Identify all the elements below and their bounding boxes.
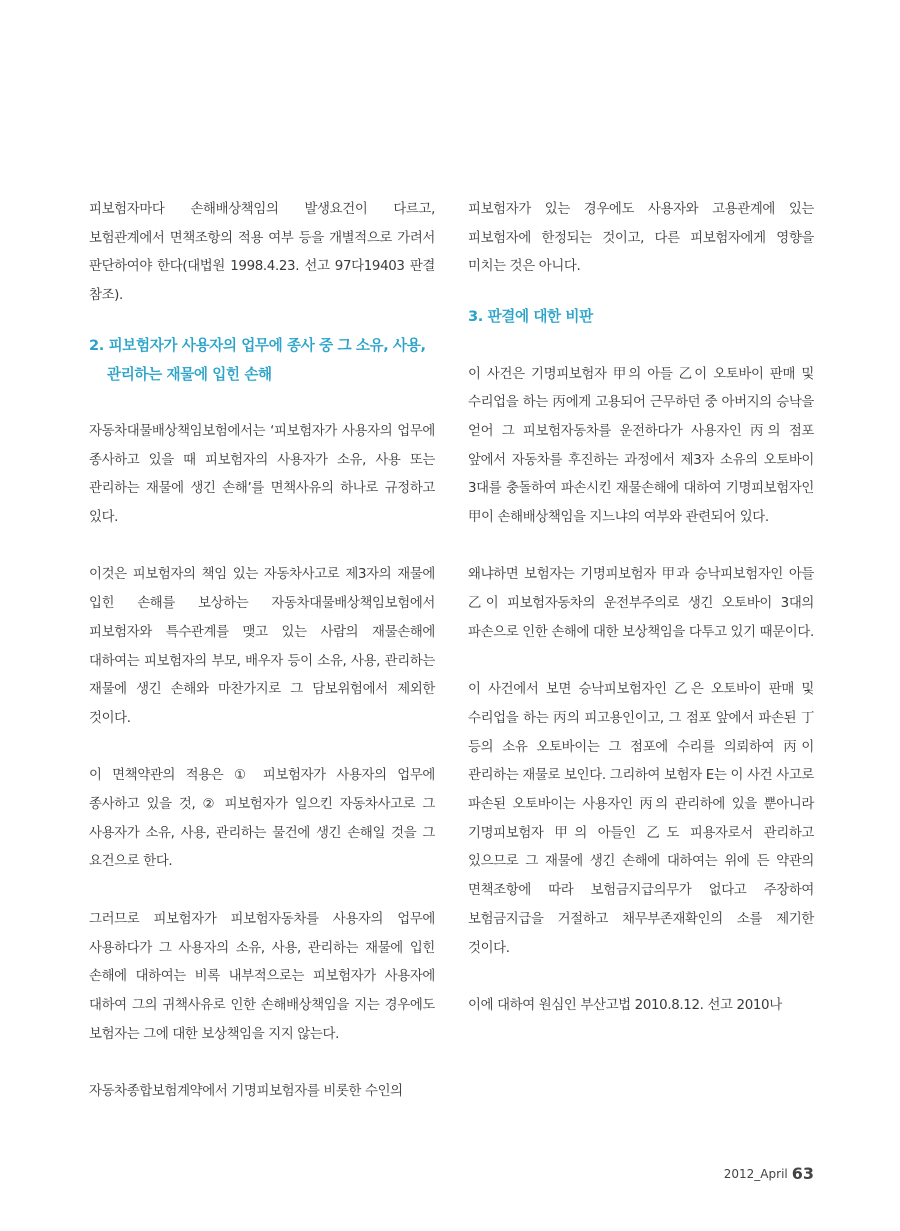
paragraph: 그러므로 피보험자가 피보험자동차를 사용자의 업무에 사용하다가 그 사용자의 소유, 사용, 관리하는 재물에 입힌 손해에 대하여는 비록 내부적으로는 피보험자가 사용자에 대하여 그의 귀책사유로 인한 손해배상책임을 지는 경우에도 보험자는 그에 대한 보상책임을 지지 않는다. [89, 911, 435, 1042]
section-heading-2: 2. 피보험자가 사용자의 업무에 종사 중 그 소유, 사용, 관리하는 재물에 입힌 손해 [89, 336, 426, 383]
page-footer [724, 1164, 814, 1183]
paragraph: 이 사건에서 보면 승낙피보험자인 乙은 오토바이 판매 및 수리업을 하는 丙의 피고용인이고, 그 점포 앞에서 파손된 丁 등의 소유 오토바이는 그 점포에 수리를 의뢰하여 丙이 관리하는 재물로 보인다. 그리하여 보험자 E는 이 사건 사고로 파손된 오토바이는 사용자인 丙의 관리하에 있을 뿐아니라 기명피보험자 甲의 아들인 乙도 피용자로서 관리하고 있으므로 그 재물에 생긴 손해에 대하여는 위에 든 약관의 면책조항에 따라 보험금지급의무가 없다고 주장하여 보험금지급을 거절하고 채무부존재확인의 소를 제기한 것이다. [468, 682, 814, 956]
paragraph: 이것은 피보험자의 책임 있는 자동차사고로 제3자의 재물에 입힌 손해를 보상하는 자동차대물배상책임보험에서 피보험자와 특수관계를 맺고 있는 사람의 재물손해에 대하여는 피보험자의 부모, 배우자 등이 소유, 사용, 관리하는 재물에 생긴 손해와 마찬가지로 그 담보위험에서 제외한 것이다. [89, 567, 435, 726]
paragraph: 자동차종합보험계약에서 기명피보험자를 비롯한 수인의 [89, 1084, 403, 1100]
paragraph: 왜냐하면 보험자는 기명피보험자 甲과 승낙피보험자인 아들 乙이 피보험자동차의 운전부주의로 생긴 오토바이 3대의 파손으로 인한 손해에 대한 보상책임을 다투고 있기 때문이다. [468, 567, 814, 640]
paragraph: 자동차대물배상책임보험에서는 ‘피보험자가 사용자의 업무에 종사하고 있을 때 피보험자의 사용자가 소유, 사용 또는 관리하는 재물에 생긴 손해’를 면책사유의 하나로 규정하고 있다. [89, 423, 435, 526]
paragraph: 이에 대하여 원심인 부산고법 2010.8.12. 선고 2010나 [468, 997, 782, 1013]
left-column [89, 196, 435, 1107]
paragraph: 피보험자마다 손해배상책임의 발생요건이 다르고, 보험관계에서 면책조항의 적용 여부 등을 개별적으로 가려서 판단하여야 한다(대법원 1998.4.23. 선고 97다19403 판결 참조). [89, 202, 435, 304]
paragraph: 피보험자가 있는 경우에도 사용자와 고용관계에 있는 피보험자에 한정되는 것이고, 다른 피보험자에게 영향을 미치는 것은 아니다. [468, 202, 814, 275]
section-heading-3: 3. 판결에 대한 비판 [468, 308, 593, 326]
page-number: 63 [791, 1164, 814, 1183]
paragraph: 이 사건은 기명피보험자 甲의 아들 乙이 오토바이 판매 및 수리업을 하는 丙에게 고용되어 근무하던 중 아버지의 승낙을 얻어 그 피보험자동차를 운전하다가 사용자인 丙의 점포 앞에서 자동차를 후진하는 과정에서 제3자 소유의 오토바이 3대를 충돌하여 파손시킨 재물손해에 대하여 기명피보험자인 甲이 손해배상책임을 지느냐의 여부와 관련되어 있다. [468, 366, 814, 526]
right-column [468, 196, 814, 1021]
paragraph: 이 면책약관의 적용은 ① 피보험자가 사용자의 업무에 종사하고 있을 것, ② 피보험자가 일으킨 자동차사고로 그 사용자가 소유, 사용, 관리하는 물건에 생긴 손해일 것을 그 요건으로 한다. [89, 768, 435, 870]
issue-label: 2012_April [723, 1167, 788, 1181]
